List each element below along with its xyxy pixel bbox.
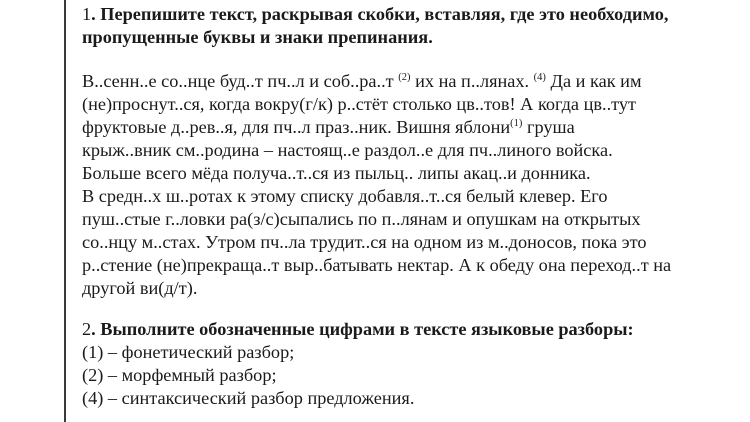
text-line-4: крыж..вник см..родина – настоящ..е раздол..е для пч..линого войска. <box>82 140 613 160</box>
text-line-9: р..стение (не)прекраща..т выр..батывать нектар. А к обеду она переход..т на <box>82 255 672 275</box>
task-2-item-3: (4) – синтаксический разбор предложения. <box>82 388 415 408</box>
task-1-heading-line-1 <box>82 3 732 26</box>
text-line-5: Больше всего мёда получа..т..ся из пыльц.. липы акац..и донника. <box>82 163 591 183</box>
task-2-heading-text: . Выполните обозначенные цифрами в тексте языковые разборы: <box>91 319 634 339</box>
task-1-number: 1 <box>82 4 92 24</box>
marker-2: (2) <box>398 72 411 83</box>
text-line-3-a: фруктовые д..рев..я, для пч..л праз..ник. Вишня яблони <box>82 117 511 137</box>
text-line-1-a: В..сенн..е со..нце буд..т пч..л и соб..ра..т <box>82 71 399 91</box>
task-2-heading <box>82 318 732 341</box>
text-line-1-b: их на п..лянах. <box>410 71 534 91</box>
text-line-1 <box>82 70 732 93</box>
text-line-3 <box>82 116 732 139</box>
text-line-2: (не)проснут..ся, когда вокру(г/к) р..стёт столько цв..тов! А когда цв..тут <box>82 94 637 114</box>
text-line-7: пуш..стые г..ловки ра(з/с)сыпались по п..лянам и опушкам на открытых <box>82 209 641 229</box>
worksheet-page <box>64 0 750 422</box>
marker-1: (1) <box>510 118 523 129</box>
task-2 <box>82 318 732 410</box>
task-2-number: 2 <box>82 319 92 339</box>
text-line-8: со..нцу м..стах. Утром пч..ла трудит..ся на одном из м..доносов, пока это <box>82 232 647 252</box>
task-1-heading-text-1: . Перепишите текст, раскрывая скобки, вставляя, где это необходимо, <box>91 4 669 24</box>
text-line-10: другой ви(д/т). <box>82 278 198 298</box>
text-line-3-b: груша <box>522 117 575 137</box>
marker-4: (4) <box>533 72 546 83</box>
exercise-text <box>82 70 732 300</box>
task-2-item-1: (1) – фонетический разбор; <box>82 342 295 362</box>
task-1-heading-line-2: пропущенные буквы и знаки препинания. <box>82 27 433 47</box>
text-line-1-c: Да и как им <box>545 71 642 91</box>
task-2-item-2: (2) – морфемный разбор; <box>82 365 277 385</box>
text-line-6: В средн..х ш..ротах к этому списку добавля..т..ся белый клевер. Его <box>82 186 608 206</box>
task-1-heading <box>82 3 732 49</box>
